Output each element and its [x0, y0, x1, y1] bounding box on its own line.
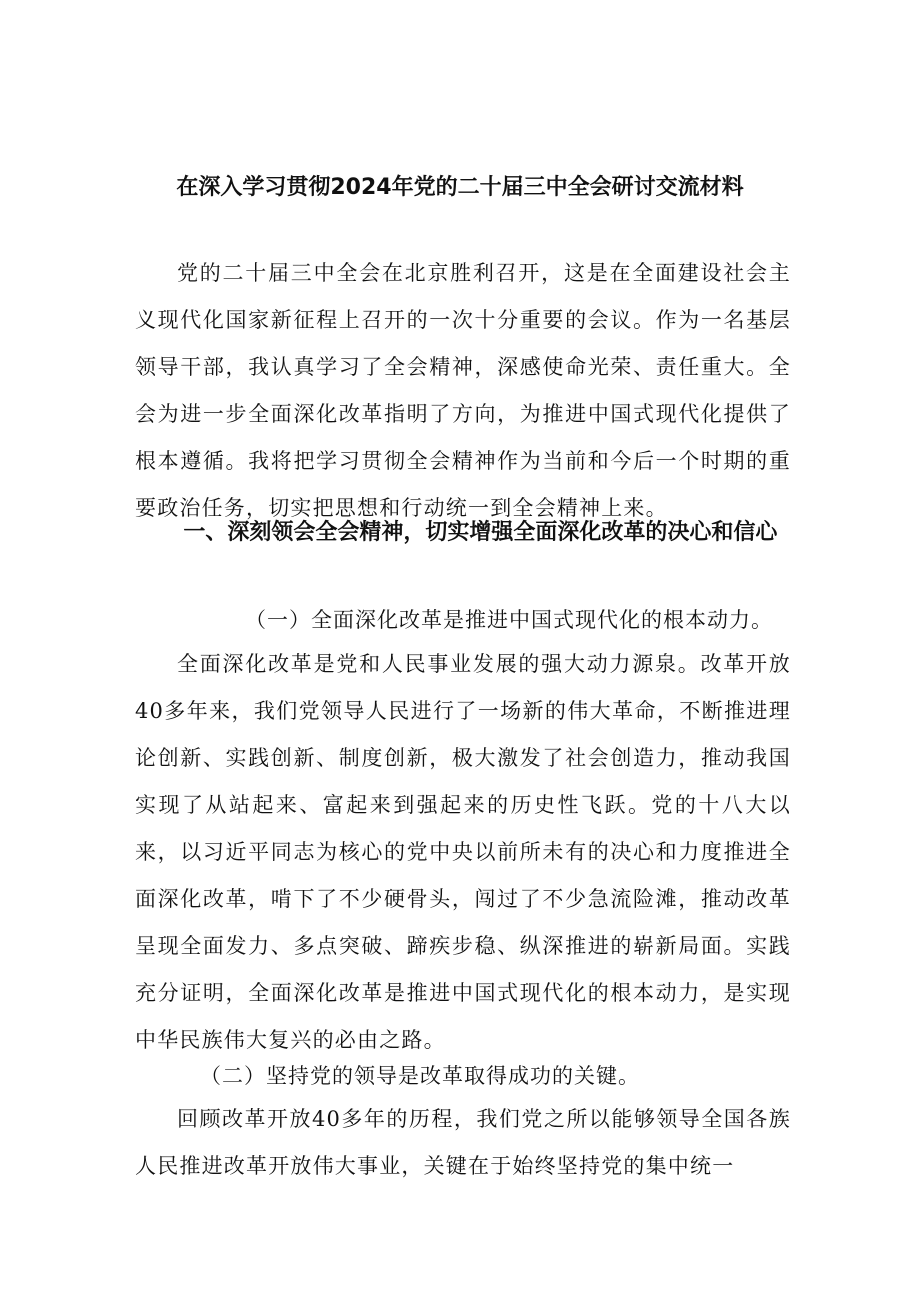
- subsection-1-heading: （一）全面深化改革是推进中国式现代化的根本动力。: [245, 608, 773, 632]
- subsection-2-heading: （二）坚持党的领导是改革取得成功的关键。: [200, 1064, 640, 1088]
- document-title: 在深入学习贯彻2024年党的二十届三中全会研讨交流材料: [176, 175, 744, 200]
- intro-paragraph: 党的二十届三中全会在北京胜利召开，这是在全面建设社会主义现代化国家新征程上召开的一次十分重要的会议。作为一名基层领导干部，我认真学习了全会精神，深感使命光荣、责任重大。全会为进一步全面深化改革指明了方向，为推进中国式现代化提供了根本遵循。我将把学习贯彻全会精神作为当前和今后一个时期的重要政治任务，切实把思想和行动统一到全会精神上来。: [135, 261, 791, 520]
- subsection-2-body: 回顾改革开放40多年的历程，我们党之所以能够领导全国各族人民推进改革开放伟大事业，关键在于始终坚持党的集中统一: [135, 1107, 791, 1178]
- section-1-heading: 一、深刻领会全会精神，切实增强全面深化改革的决心和信心: [183, 520, 778, 545]
- subsection-1-body: 全面深化改革是党和人民事业发展的强大动力源泉。改革开放40多年来，我们党领导人民进行了一场新的伟大革命，不断推进理论创新、实践创新、制度创新，极大激发了社会创造力，推动我国实现了从站起来、富起来到强起来的历史性飞跃。党的十八大以来，以习近平同志为核心的党中央以前所未有的决心和力度推进全面深化改革，啃下了不少硬骨头，闯过了不少急流险滩，推动改革呈现全面发力、多点突破、蹄疾步稳、纵深推进的崭新局面。实践充分证明，全面深化改革是推进中国式现代化的根本动力，是实现中华民族伟大复兴的必由之路。: [135, 652, 791, 1052]
